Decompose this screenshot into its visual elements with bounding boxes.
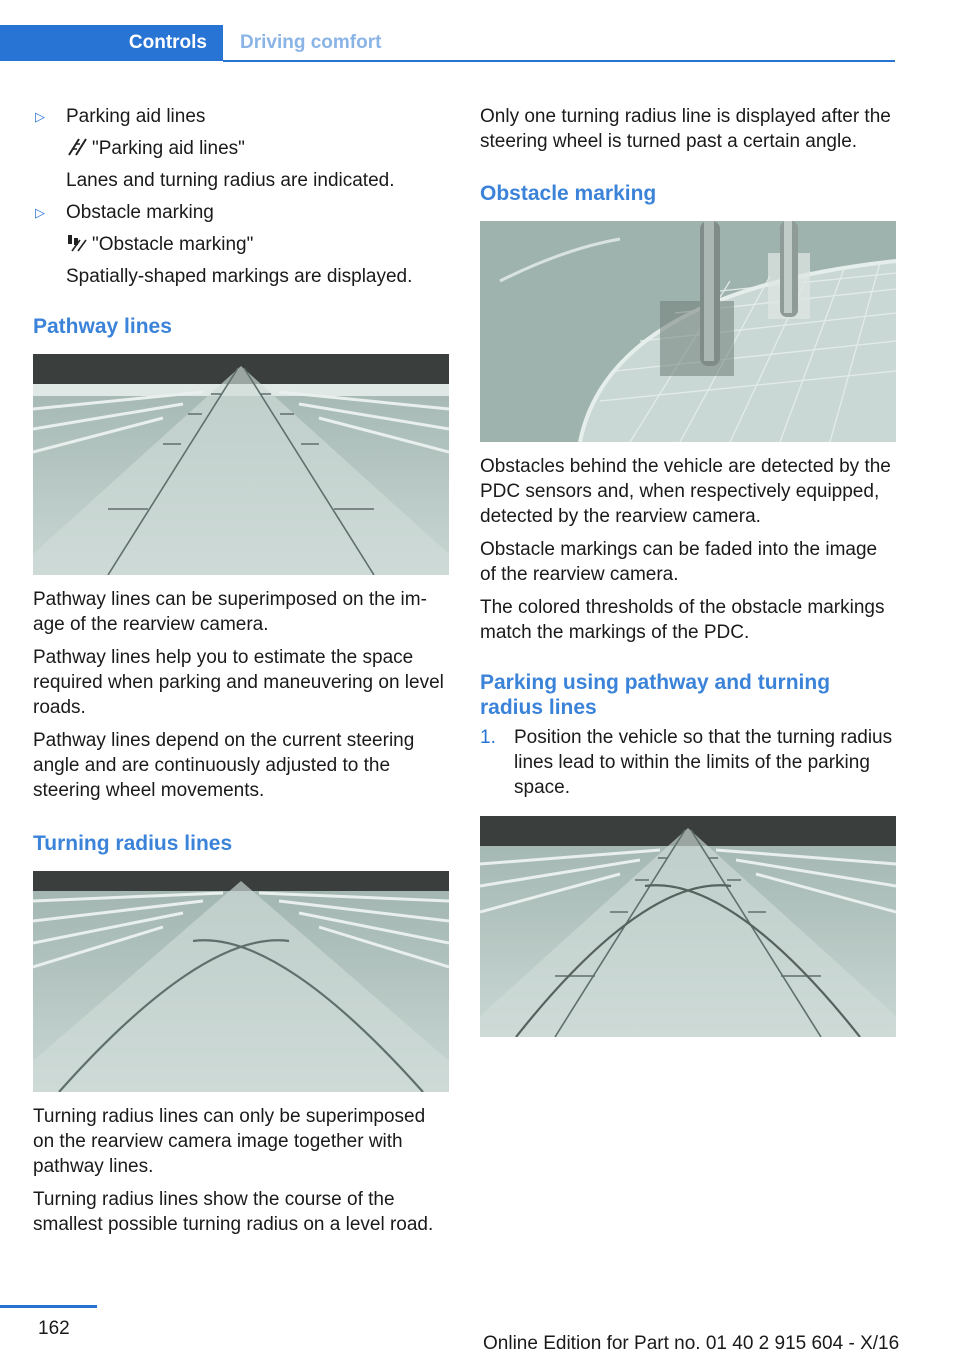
footer-edition: Online Edition for Part no. 01 40 2 915 604 - X/16 [483,1333,900,1354]
figure-parking-pathway-and-turning [480,816,896,1037]
step-number: 1. [480,727,496,748]
option-title: Parking aid lines [66,106,206,127]
list-item [33,104,449,193]
figure-obstacle-marking [480,221,896,442]
footer-rule [0,1305,97,1308]
parking-steps [480,725,896,800]
obstacle-paragraph-3: The colored thresholds of the obstacle markings match the markings of the PDC. [480,597,885,643]
obstacle-marking-icon [66,234,88,252]
option-description: Lanes and turning radius are indicated. [66,170,395,191]
option-menu-label: "Obstacle marking" [92,234,254,255]
chapter-tabs [0,25,895,61]
pathway-paragraph-3: Pathway lines depend on the current steering angle and are continuously adjusted to the steering wheel movements. [33,730,415,801]
parking-aid-lines-icon [66,138,88,156]
pathway-paragraph-2: Pathway lines help you to estimate the space required when parking and maneuvering on level roads. [33,647,444,718]
option-list [33,104,449,289]
list-item [33,200,449,289]
turning-radius-note: Only one turning radius line is displayed after the steering wheel is turned past a certain angle. [480,106,891,152]
figure-pathway-lines [33,354,449,575]
option-menu-entry[interactable] [66,232,449,257]
obstacle-paragraph-2: Obstacle markings can be faded into the image of the rearview camera. [480,539,878,585]
option-description: Spatially-shaped markings are displayed. [66,266,413,287]
tab-driving-comfort[interactable]: Driving comfort [240,32,382,53]
right-column [480,104,896,1037]
pathway-paragraph-1: Pathway lines can be superimposed on the image of the rearview camera. [33,589,427,635]
heading-obstacle-marking: Obstacle marking [480,182,657,205]
figure-turning-radius-lines [33,871,449,1092]
triangle-right-icon: ▷ [35,205,45,220]
left-column [33,104,449,1245]
option-menu-label: "Parking aid lines" [92,138,245,159]
tab-underline [223,60,895,62]
heading-pathway-lines: Pathway lines [33,315,172,338]
heading-parking-using-lines: Parking using pathway and turning radius lines [480,671,831,719]
tab-controls[interactable]: Controls [0,25,223,61]
list-item [480,725,896,800]
heading-turning-radius-lines: Turning radius lines [33,832,233,855]
turning-paragraph-1: Turning radius lines can only be superimposed on the rearview camera image together with pathway lines. [33,1106,426,1177]
obstacle-paragraph-1: Obstacles behind the vehicle are detected by the PDC sensors and, when respectively equipped, detected by the rearview camera. [480,456,891,527]
turning-paragraph-2: Turning radius lines show the course of the smallest possible turning radius on a level road. [33,1189,434,1235]
triangle-right-icon: ▷ [35,109,45,124]
option-menu-entry[interactable] [66,136,449,161]
step-text: Position the vehicle so that the turning radius lines lead to within the limits of the parking space. [514,727,893,798]
page-number: 162 [38,1318,70,1339]
option-title: Obstacle marking [66,202,214,223]
